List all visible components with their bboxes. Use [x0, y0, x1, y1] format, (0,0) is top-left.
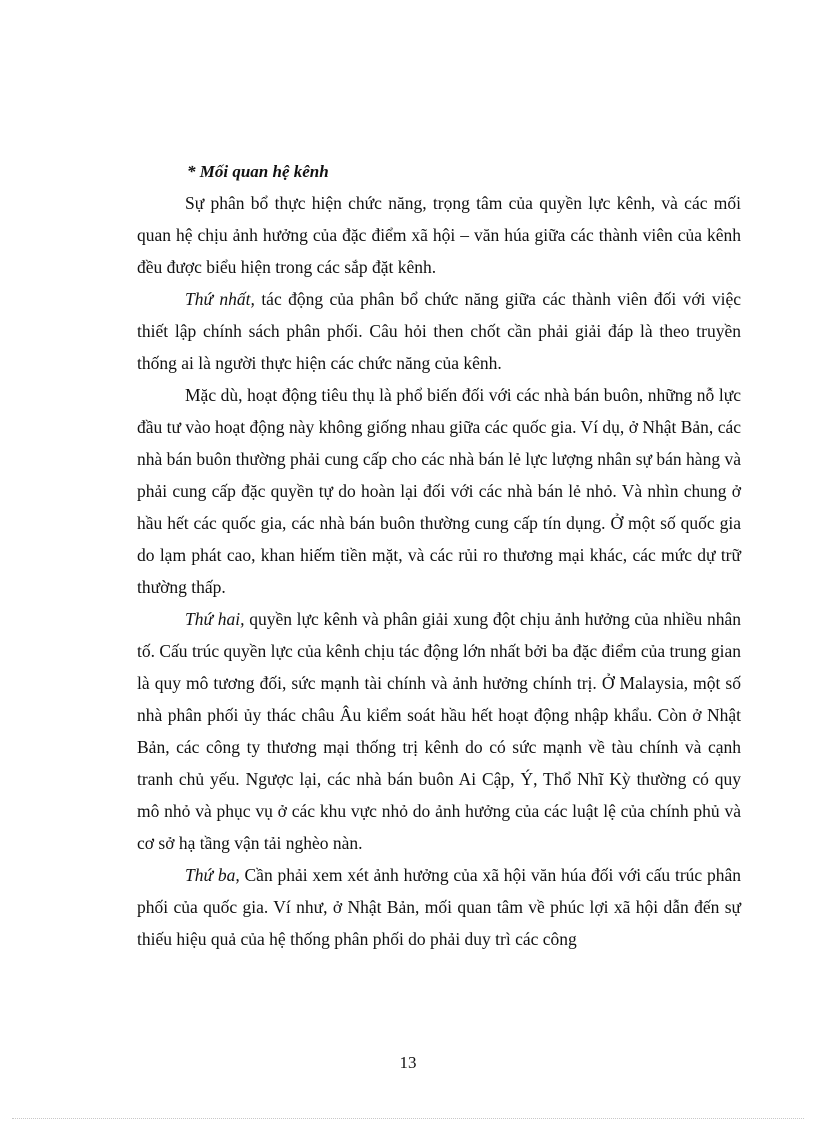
page-number: 13: [399, 1053, 417, 1072]
paragraph-4: [137, 603, 741, 859]
paragraph-2-text: tác động của phân bổ chức năng giữa các thành viên đối với việc thiết lập chính sách phân phối. Câu hỏi then chốt cần phải giải đáp là theo truyền thống ai là người thực hiện các chức năng của kênh.: [137, 289, 741, 373]
paragraph-5: [137, 859, 741, 955]
section-heading: * Mối quan hệ kênh: [187, 162, 329, 181]
paragraph-4-lead: Thứ hai,: [185, 609, 245, 629]
paragraph-5-text: Cần phải xem xét ảnh hưởng của xã hội văn húa đối với cấu trúc phân phối của quốc gia. Ví như, ở Nhật Bản, mối quan tâm về phúc lợi xã hội dẫn đến sự thiếu hiệu quả của hệ thống phân phối do phải duy trì các công: [137, 865, 741, 949]
paragraph-4-text: quyền lực kênh và phân giải xung đột chịu ảnh hưởng của nhiều nhân tố. Cấu trúc quyền lực của kênh chịu tác động lớn nhất bởi ba đặc điểm của trung gian là quy mô tương đối, sức mạnh tài chính và ảnh hưởng chính trị. Ở Malaysia, một số nhà phân phối ủy thác châu Âu kiểm soát hầu hết hoạt động nhập khẩu. Còn ở Nhật Bản, các công ty thương mại thống trị kênh do có sức mạnh về tàu chính và cạnh tranh chủ yếu. Ngược lại, các nhà bán buôn Ai Cập, Ý, Thổ Nhĩ Kỳ thường có quy mô nhỏ và phục vụ ở các khu vực nhỏ do ảnh hưởng của các luật lệ của chính phủ và cơ sở hạ tầng vận tải nghèo nàn.: [137, 609, 742, 853]
paragraph-2-lead: Thứ nhất,: [185, 289, 255, 309]
paragraph-3: [137, 379, 741, 603]
paragraph-2: [137, 283, 741, 379]
paragraph-1-text: Sự phân bổ thực hiện chức năng, trọng tâm của quyền lực kênh, và các mối quan hệ chịu ảnh hưởng của đặc điểm xã hội – văn húa giữa các thành viên của kênh đều được biểu hiện trong các sắp đặt kênh.: [137, 193, 741, 277]
page-content: [137, 157, 741, 955]
paragraph-5-lead: Thứ ba,: [185, 865, 240, 885]
paragraph-3-text: Mặc dù, hoạt động tiêu thụ là phổ biến đối với các nhà bán buôn, những nỗ lực đầu tư vào hoạt động này không giống nhau giữa các quốc gia. Ví dụ, ở Nhật Bản, các nhà bán buôn thường phải cung cấp cho các nhà bán lẻ lực lượng nhân sự bán hàng và phải cung cấp đặc quyền tự do hoàn lại đối với các nhà bán lẻ nhỏ. Và nhìn chung ở hầu hết các quốc gia, các nhà bán buôn thường cung cấp tín dụng. Ở một số quốc gia do lạm phát cao, khan hiếm tiền mặt, và các rủi ro thương mại khác, các mức dự trữ thường thấp.: [137, 385, 741, 597]
page-bottom-divider: [12, 1118, 804, 1119]
paragraph-1: [137, 187, 741, 283]
